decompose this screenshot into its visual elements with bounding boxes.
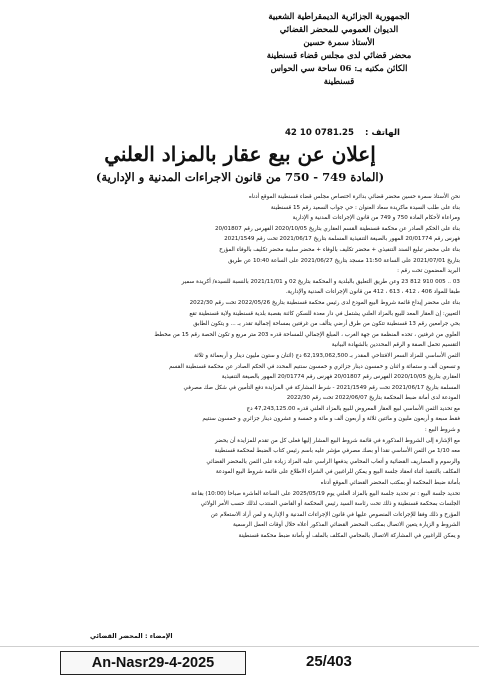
page-number: 25/403 — [306, 653, 352, 670]
body-paragraph: المودعة لدى أمانة ضبط المحكمة بتاريخ 2022/06/07 تحت رقم 2022/30 — [286, 395, 460, 402]
body-paragraph: بناء على محضر إيداع قائمة شروط البيع المودع لدى رئيس محكمة قسنطينة بتاريخ 2022/05/26 تحت رقم 2022/30 — [189, 299, 460, 306]
phone-number: 0781.25 10 42 — [284, 128, 355, 138]
body-paragraph: الثمن الأساسي للمزاد السعر الافتتاحي المقدر بـ 62,193,062,500 دج (اثنان و ستون مليون دينار و أربعمائة و ثلاثة — [194, 352, 460, 359]
body-paragraph: طبقا للمواد 406 ، 412 ، 613 ، 412 من قانون الإجراءات المدنية والإدارية. — [285, 289, 460, 296]
publication-reference: An-Nasr29-4-2025 — [60, 651, 246, 675]
body-paragraph: نحن الأستاذ سمرة حسين محضر قضائي بدائرة اختصاص مجلس قضاء قسنطينة الموقع أدناه — [248, 194, 460, 200]
body-paragraph: المسلمة بتاريخ 2021/06/17 تحت رقم 2021/1549 - شرط المشاركة في المزايدة دفع التأمين في شكل صك مصرفي — [183, 384, 460, 391]
scan-divider — [0, 646, 479, 647]
body-paragraph: فهرس رقم 20/01774 المهور بالصيغة التنفيذية المسلمة بتاريخ 2021/06/17 تحت رقم 2021/1549 — [224, 236, 460, 243]
phone-line — [220, 128, 400, 138]
body-paragraph: العقاري بتاريخ 2020/10/05 الفهرس رقم 20/01807 فهرس رقم 20/01774 المهور بالصيغة التنفيذية — [221, 374, 460, 381]
letterhead-line: الجمهورية الجزائرية الديمقراطية الشعبية — [268, 11, 410, 21]
body-paragraph: و شروط البيع : — [424, 427, 460, 434]
body-paragraph: العلوي من غرفتين ، تحده المنظمة من جهة الغرب ، المبلغ الإجمالي للمساحة قدره 203 متر مربع و تكون الحصة رقم 15 من مخطط — [154, 331, 460, 338]
letterhead-line: الكائن مكتبه بـ: 06 ساحة سي الحواس — [270, 63, 408, 73]
notice-body — [20, 193, 460, 543]
body-paragraph: معه 1/10 من الثمن الأساسي نقدا أو بصك مصرفي مؤشر عليه باسم رئيس كتاب الضبط لمحكمة قسنطينة — [214, 448, 460, 455]
body-paragraph: و تسعون ألف و ستمائة و اثنان و خمسون دينار جزائري و خمسون سنتيم المحدد في الحكم الصادر عن محكمة قسنطينة القسم — [169, 363, 460, 370]
letterhead-line: قسنطينة — [323, 76, 355, 86]
letterhead — [239, 10, 439, 88]
letterhead-line: الديوان العمومي للمحضر القضائي — [279, 24, 399, 34]
body-paragraph: المؤرخ و ذلك وفقا للإجراءات المنصوص عليها في قانون الإجراءات المدنية و الإدارية و لمن أراد الاستعلام عن — [210, 511, 460, 518]
body-paragraph: مع تحديد الثمن الأساسي لبيع العقار المعروض للبيع بالمزاد العلني قدره 47,243,125.00 دج — [246, 405, 460, 412]
body-paragraph: البريد المضمون تحت رقم : — [397, 268, 460, 275]
body-paragraph: ومراعاة لأحكام المادة 750 و 749 من قانون الإجراءات المدنية و الإدارية — [292, 215, 460, 222]
body-paragraph: و يمكن للراغبين في المشاركة الاتصال بالمحامي المكلف بالملف أو بأمانة ضبط محكمة قسنطينة — [238, 533, 460, 539]
body-paragraph: بتاريخ 2021/07/01 على الساعة 11:50 مسجد بتاريخ 2021/06/27 على الساعة 10:40 عن طريق — [228, 257, 460, 264]
body-paragraph: الشروط و الزيارة يتعين الاتصال بمكتب المحضر القضائي المذكور أعلاه خلال أوقات العمل الرسمية — [232, 522, 460, 529]
body-paragraph: الجلسات بمحكمة قسنطينة و ذلك تحت رئاسة السيد رئيس المحكمة أو القاضي المنتدب لذلك حسب الأمر الولائي — [200, 501, 460, 508]
publication-footer — [0, 649, 479, 679]
body-paragraph: بناء على الحكم الصادر عن محكمة قسنطينة القسم العقاري بتاريخ 2020/10/05 الفهرس رقم 20/01807 — [214, 225, 460, 232]
notice-title: إعلان عن بيع عقار بالمزاد العلني — [104, 142, 376, 166]
signature-line: الإمضاء : المحضر القضائي — [90, 632, 173, 640]
body-paragraph: 03 .. 005 910 812 23 وعن طريق التعليق بالبلدية و المحكمة بتاريخ 02 و 2021/11/01 بالنسبة للسيدة/ أكريدة سمير — [181, 278, 460, 285]
body-paragraph: بناء على محضر تبليغ السند التنفيذي + محضر تكليف بالوفاء + محضر سلبية محضر تكليف بالوفاء المؤرخ — [219, 246, 460, 253]
body-paragraph: التقسيم تحمل الصفة و الرقم المحددين بالشهادة البيانية — [331, 342, 460, 349]
notice-subtitle: (المادة 749 - 750 من قانون الاجراءات المدنية و الإدارية) — [95, 170, 385, 184]
letterhead-line: محضر قضائي لدى مجلس قضاء قسنطينة — [266, 50, 412, 60]
body-paragraph: بناء على طلب السيدة ماكريدة سعاد العنوان : حي جواب السعيد رقم 15 قسنطينة — [270, 204, 460, 211]
body-paragraph: بحي جرامعين رقم 13 قسنطينة تتكون من طرق أرضي يتألف من غرفتين بمساحة إجمالية تقدر بـ ... و يتكون الطابق — [193, 321, 460, 328]
body-paragraph: فقط سبعة و أربعون مليون و مائتين ثلاثة و أربعون ألف و مائة و خمسة و عشرون دينار جزائري و خمسون سنتيم — [202, 416, 460, 423]
body-paragraph: تحديد جلسة البيع : تم تحديد جلسة البيع بالمزاد العلني يوم 2025/05/19 على الساعة العاشرة صباحا (10:00) بقاعة — [191, 490, 460, 497]
body-paragraph: والرسوم و المصاريف القضائية و أتعاب المحامي يدفعها الراسي عليه المزاد زيادة على الثمن بالمحضر القضائي — [206, 458, 460, 465]
phone-label: الهاتف : — [365, 128, 400, 138]
body-paragraph: المكلف بالتنفيذ أثناء انعقاد جلسة البيع و يمكن للراغبين في الشراء الاطلاع على قائمة شروط البيع المودعة — [215, 469, 460, 476]
body-paragraph: التعيين: إن العقار المعد للبيع بالمزاد العلني يشتمل في دار معدة للسكن كائنة بقصبة بلدية قسنطينة ولاية قسنطينة تقع — [189, 310, 460, 317]
body-paragraph: بأمانة ضبط المحكمة أو بمكتب المحضر القضائي الموقع أدناه — [320, 480, 460, 487]
letterhead-line: الأستاذ سمرة حسين — [303, 37, 375, 47]
body-paragraph: مع الإشارة إلى الشروط المذكورة في قائمة شروط البيع المشار إليها فعلى كل من تقدم للمزايدة أن يحضر — [214, 437, 460, 444]
